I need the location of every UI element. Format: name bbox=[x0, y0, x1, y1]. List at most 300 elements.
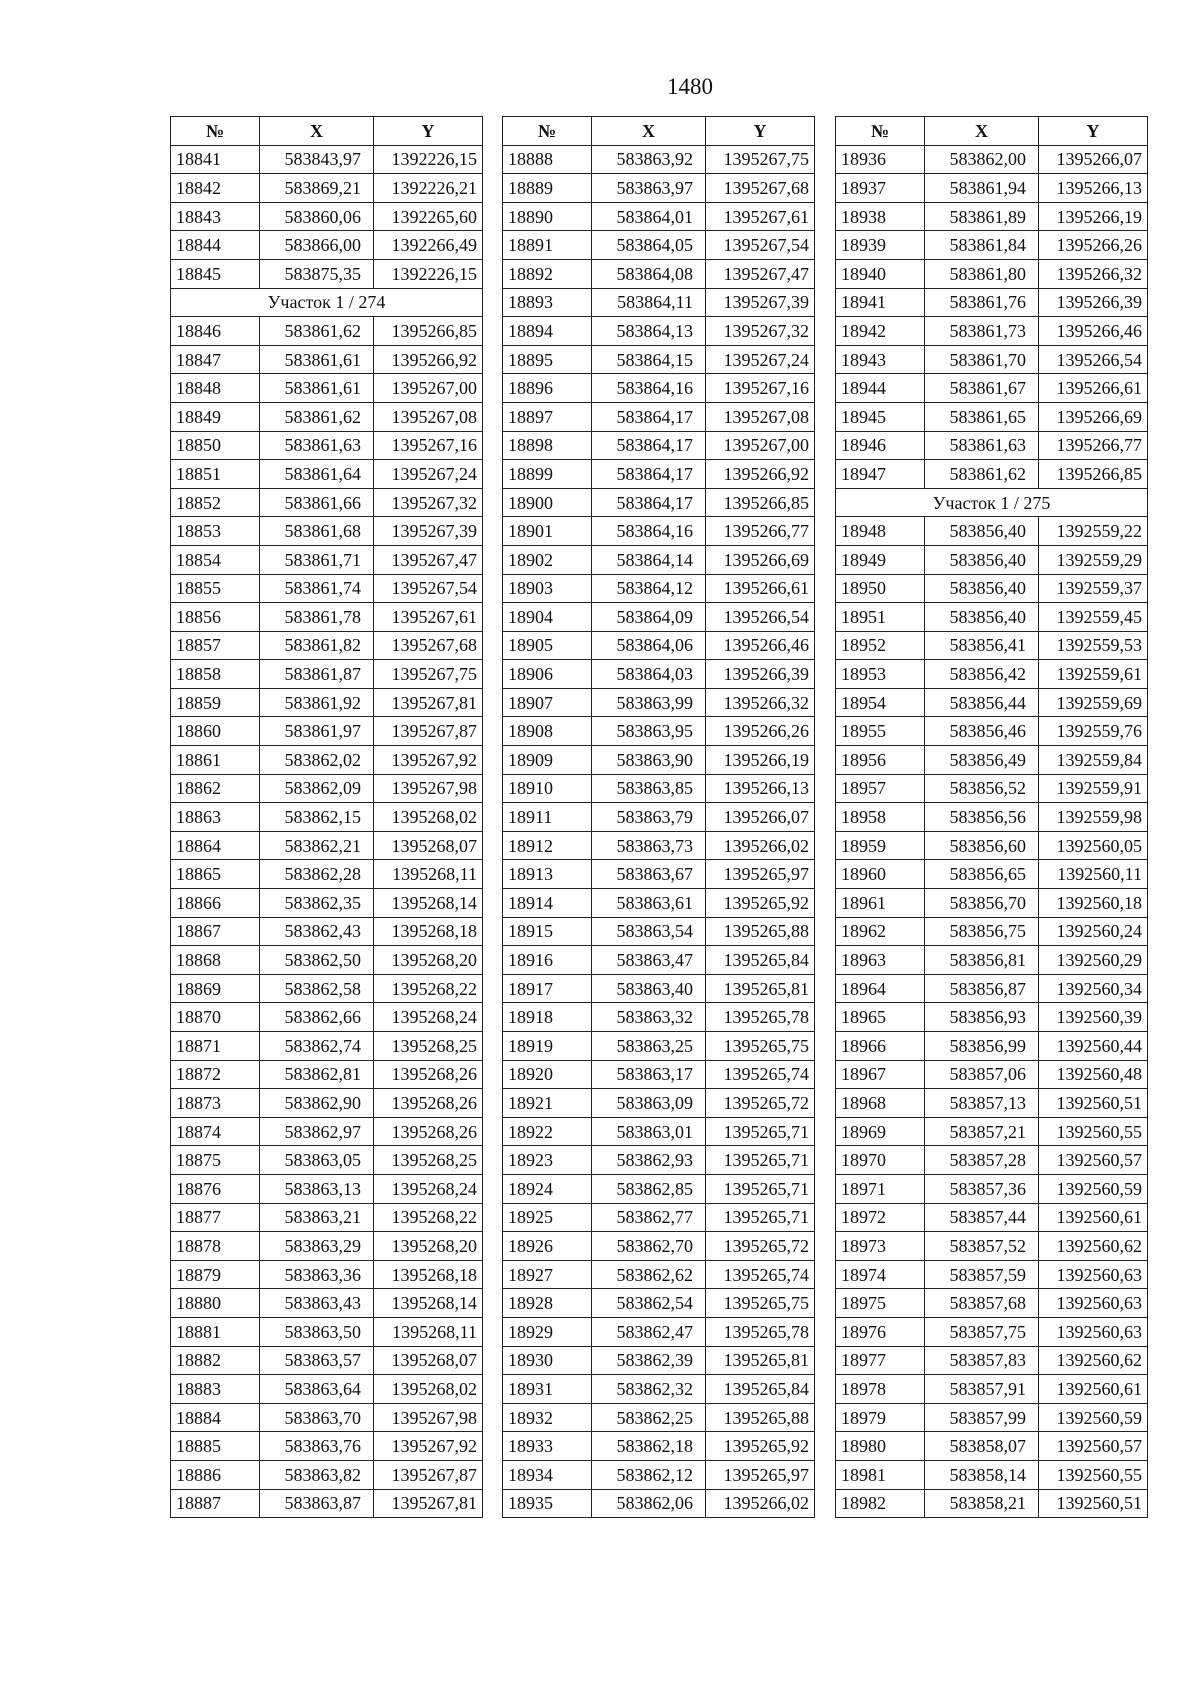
point-number: 18935 bbox=[503, 1489, 592, 1518]
x-coordinate: 583864,11 bbox=[592, 288, 706, 317]
point-number: 18869 bbox=[171, 974, 260, 1003]
point-number: 18919 bbox=[503, 1032, 592, 1061]
y-coordinate: 1395267,92 bbox=[374, 746, 483, 775]
x-coordinate: 583862,90 bbox=[260, 1089, 374, 1118]
y-coordinate: 1395266,92 bbox=[374, 345, 483, 374]
point-number: 18930 bbox=[503, 1346, 592, 1375]
table-row bbox=[503, 1460, 815, 1489]
y-coordinate: 1395268,14 bbox=[374, 1289, 483, 1318]
table-row bbox=[836, 631, 1148, 660]
point-number: 18890 bbox=[503, 202, 592, 231]
point-number: 18975 bbox=[836, 1289, 925, 1318]
table-row bbox=[836, 1375, 1148, 1404]
point-number: 18982 bbox=[836, 1489, 925, 1518]
y-coordinate: 1395268,25 bbox=[374, 1146, 483, 1175]
y-coordinate: 1395267,98 bbox=[374, 1403, 483, 1432]
point-number: 18887 bbox=[171, 1489, 260, 1518]
table-row bbox=[503, 1375, 815, 1404]
y-coordinate: 1395267,47 bbox=[374, 545, 483, 574]
table-row bbox=[503, 603, 815, 632]
point-number: 18873 bbox=[171, 1089, 260, 1118]
table-row bbox=[503, 1146, 815, 1175]
x-coordinate: 583861,66 bbox=[260, 488, 374, 517]
x-coordinate: 583863,92 bbox=[592, 145, 706, 174]
y-coordinate: 1395267,68 bbox=[374, 631, 483, 660]
y-coordinate: 1395267,54 bbox=[374, 574, 483, 603]
x-coordinate: 583864,17 bbox=[592, 460, 706, 489]
point-number: 18968 bbox=[836, 1089, 925, 1118]
x-coordinate: 583864,05 bbox=[592, 231, 706, 260]
point-number: 18847 bbox=[171, 345, 260, 374]
header-number: № bbox=[171, 117, 260, 146]
table-row bbox=[171, 717, 483, 746]
table-row bbox=[836, 717, 1148, 746]
header-y: Y bbox=[374, 117, 483, 146]
point-number: 18861 bbox=[171, 746, 260, 775]
table-row bbox=[836, 545, 1148, 574]
y-coordinate: 1395265,74 bbox=[706, 1260, 815, 1289]
point-number: 18907 bbox=[503, 688, 592, 717]
y-coordinate: 1392226,21 bbox=[374, 174, 483, 203]
point-number: 18961 bbox=[836, 889, 925, 918]
x-coordinate: 583863,67 bbox=[592, 860, 706, 889]
point-number: 18897 bbox=[503, 402, 592, 431]
x-coordinate: 583861,62 bbox=[260, 402, 374, 431]
x-coordinate: 583856,81 bbox=[925, 946, 1039, 975]
y-coordinate: 1395266,69 bbox=[1039, 402, 1148, 431]
table-row bbox=[503, 1489, 815, 1518]
y-coordinate: 1395266,85 bbox=[1039, 460, 1148, 489]
x-coordinate: 583862,06 bbox=[592, 1489, 706, 1518]
y-coordinate: 1395268,18 bbox=[374, 1260, 483, 1289]
section-row bbox=[171, 288, 483, 317]
table-row bbox=[836, 1460, 1148, 1489]
point-number: 18876 bbox=[171, 1174, 260, 1203]
x-coordinate: 583857,21 bbox=[925, 1117, 1039, 1146]
table-row bbox=[171, 1260, 483, 1289]
table-row bbox=[836, 374, 1148, 403]
y-coordinate: 1395265,92 bbox=[706, 1432, 815, 1461]
table-row bbox=[171, 1289, 483, 1318]
table-row bbox=[503, 374, 815, 403]
point-number: 18879 bbox=[171, 1260, 260, 1289]
point-number: 18859 bbox=[171, 688, 260, 717]
y-coordinate: 1392560,62 bbox=[1039, 1346, 1148, 1375]
x-coordinate: 583860,06 bbox=[260, 202, 374, 231]
point-number: 18939 bbox=[836, 231, 925, 260]
y-coordinate: 1395265,71 bbox=[706, 1117, 815, 1146]
section-row bbox=[836, 488, 1148, 517]
x-coordinate: 583856,49 bbox=[925, 746, 1039, 775]
x-coordinate: 583857,52 bbox=[925, 1232, 1039, 1261]
point-number: 18885 bbox=[171, 1432, 260, 1461]
x-coordinate: 583862,39 bbox=[592, 1346, 706, 1375]
point-number: 18906 bbox=[503, 660, 592, 689]
x-coordinate: 583862,18 bbox=[592, 1432, 706, 1461]
x-coordinate: 583861,94 bbox=[925, 174, 1039, 203]
y-coordinate: 1395268,20 bbox=[374, 1232, 483, 1261]
table-row bbox=[836, 803, 1148, 832]
x-coordinate: 583863,85 bbox=[592, 774, 706, 803]
point-number: 18863 bbox=[171, 803, 260, 832]
table-row bbox=[171, 460, 483, 489]
point-number: 18905 bbox=[503, 631, 592, 660]
table-row bbox=[836, 402, 1148, 431]
y-coordinate: 1395268,11 bbox=[374, 860, 483, 889]
table-row bbox=[171, 231, 483, 260]
point-number: 18979 bbox=[836, 1403, 925, 1432]
table-row bbox=[171, 603, 483, 632]
point-number: 18965 bbox=[836, 1003, 925, 1032]
x-coordinate: 583863,21 bbox=[260, 1203, 374, 1232]
y-coordinate: 1395267,54 bbox=[706, 231, 815, 260]
y-coordinate: 1395268,26 bbox=[374, 1089, 483, 1118]
y-coordinate: 1392559,61 bbox=[1039, 660, 1148, 689]
point-number: 18904 bbox=[503, 603, 592, 632]
x-coordinate: 583862,02 bbox=[260, 746, 374, 775]
table-row bbox=[836, 1489, 1148, 1518]
x-coordinate: 583861,87 bbox=[260, 660, 374, 689]
point-number: 18888 bbox=[503, 145, 592, 174]
y-coordinate: 1392226,15 bbox=[374, 259, 483, 288]
table-row bbox=[503, 317, 815, 346]
y-coordinate: 1395266,26 bbox=[1039, 231, 1148, 260]
point-number: 18868 bbox=[171, 946, 260, 975]
y-coordinate: 1392560,34 bbox=[1039, 974, 1148, 1003]
table-row bbox=[503, 145, 815, 174]
y-coordinate: 1392559,53 bbox=[1039, 631, 1148, 660]
x-coordinate: 583863,95 bbox=[592, 717, 706, 746]
x-coordinate: 583863,13 bbox=[260, 1174, 374, 1203]
y-coordinate: 1395268,02 bbox=[374, 1375, 483, 1404]
table-row bbox=[836, 1260, 1148, 1289]
point-number: 18889 bbox=[503, 174, 592, 203]
y-coordinate: 1392560,44 bbox=[1039, 1032, 1148, 1061]
y-coordinate: 1395266,32 bbox=[1039, 259, 1148, 288]
x-coordinate: 583856,46 bbox=[925, 717, 1039, 746]
section-label: Участок 1 / 275 bbox=[836, 488, 1148, 517]
point-number: 18928 bbox=[503, 1289, 592, 1318]
point-number: 18909 bbox=[503, 746, 592, 775]
table-row bbox=[836, 917, 1148, 946]
point-number: 18843 bbox=[171, 202, 260, 231]
x-coordinate: 583862,50 bbox=[260, 946, 374, 975]
point-number: 18870 bbox=[171, 1003, 260, 1032]
y-coordinate: 1395267,32 bbox=[706, 317, 815, 346]
y-coordinate: 1395266,13 bbox=[1039, 174, 1148, 203]
y-coordinate: 1395268,14 bbox=[374, 889, 483, 918]
y-coordinate: 1395267,47 bbox=[706, 259, 815, 288]
table-row bbox=[171, 374, 483, 403]
table-row bbox=[171, 974, 483, 1003]
point-number: 18957 bbox=[836, 774, 925, 803]
x-coordinate: 583862,74 bbox=[260, 1032, 374, 1061]
x-coordinate: 583864,03 bbox=[592, 660, 706, 689]
x-coordinate: 583856,99 bbox=[925, 1032, 1039, 1061]
point-number: 18916 bbox=[503, 946, 592, 975]
point-number: 18883 bbox=[171, 1375, 260, 1404]
x-coordinate: 583864,17 bbox=[592, 431, 706, 460]
table-row bbox=[171, 746, 483, 775]
x-coordinate: 583862,28 bbox=[260, 860, 374, 889]
x-coordinate: 583861,80 bbox=[925, 259, 1039, 288]
point-number: 18853 bbox=[171, 517, 260, 546]
table-row bbox=[836, 288, 1148, 317]
y-coordinate: 1395268,26 bbox=[374, 1060, 483, 1089]
y-coordinate: 1395266,13 bbox=[706, 774, 815, 803]
table-row bbox=[171, 1232, 483, 1261]
y-coordinate: 1392560,51 bbox=[1039, 1089, 1148, 1118]
table-row bbox=[836, 1203, 1148, 1232]
y-coordinate: 1392560,18 bbox=[1039, 889, 1148, 918]
table-header-row bbox=[503, 117, 815, 146]
point-number: 18882 bbox=[171, 1346, 260, 1375]
y-coordinate: 1395265,71 bbox=[706, 1146, 815, 1175]
point-number: 18959 bbox=[836, 831, 925, 860]
point-number: 18976 bbox=[836, 1317, 925, 1346]
x-coordinate: 583857,44 bbox=[925, 1203, 1039, 1232]
point-number: 18878 bbox=[171, 1232, 260, 1261]
point-number: 18952 bbox=[836, 631, 925, 660]
x-coordinate: 583861,78 bbox=[260, 603, 374, 632]
x-coordinate: 583863,79 bbox=[592, 803, 706, 832]
point-number: 18845 bbox=[171, 259, 260, 288]
y-coordinate: 1395268,25 bbox=[374, 1032, 483, 1061]
x-coordinate: 583864,01 bbox=[592, 202, 706, 231]
point-number: 18864 bbox=[171, 831, 260, 860]
point-number: 18970 bbox=[836, 1146, 925, 1175]
x-coordinate: 583864,16 bbox=[592, 517, 706, 546]
y-coordinate: 1395266,19 bbox=[706, 746, 815, 775]
point-number: 18903 bbox=[503, 574, 592, 603]
table-row bbox=[503, 1174, 815, 1203]
table-row bbox=[836, 889, 1148, 918]
x-coordinate: 583861,62 bbox=[925, 460, 1039, 489]
y-coordinate: 1392559,91 bbox=[1039, 774, 1148, 803]
x-coordinate: 583856,40 bbox=[925, 545, 1039, 574]
header-number: № bbox=[503, 117, 592, 146]
x-coordinate: 583863,40 bbox=[592, 974, 706, 1003]
x-coordinate: 583863,87 bbox=[260, 1489, 374, 1518]
x-coordinate: 583861,67 bbox=[925, 374, 1039, 403]
point-number: 18896 bbox=[503, 374, 592, 403]
point-number: 18871 bbox=[171, 1032, 260, 1061]
table-row bbox=[171, 774, 483, 803]
x-coordinate: 583863,90 bbox=[592, 746, 706, 775]
y-coordinate: 1395267,92 bbox=[374, 1432, 483, 1461]
table-row bbox=[836, 202, 1148, 231]
y-coordinate: 1395267,24 bbox=[706, 345, 815, 374]
y-coordinate: 1395267,39 bbox=[374, 517, 483, 546]
table-row bbox=[836, 259, 1148, 288]
y-coordinate: 1395268,11 bbox=[374, 1317, 483, 1346]
x-coordinate: 583856,40 bbox=[925, 603, 1039, 632]
point-number: 18923 bbox=[503, 1146, 592, 1175]
x-coordinate: 583863,05 bbox=[260, 1146, 374, 1175]
table-row bbox=[836, 946, 1148, 975]
table-row bbox=[503, 774, 815, 803]
point-number: 18951 bbox=[836, 603, 925, 632]
y-coordinate: 1395266,39 bbox=[706, 660, 815, 689]
table-row bbox=[171, 1203, 483, 1232]
y-coordinate: 1395267,87 bbox=[374, 1460, 483, 1489]
y-coordinate: 1392559,84 bbox=[1039, 746, 1148, 775]
y-coordinate: 1392560,59 bbox=[1039, 1174, 1148, 1203]
table-row bbox=[836, 774, 1148, 803]
table-row bbox=[171, 1317, 483, 1346]
point-number: 18962 bbox=[836, 917, 925, 946]
point-number: 18874 bbox=[171, 1117, 260, 1146]
y-coordinate: 1395266,54 bbox=[706, 603, 815, 632]
table-row bbox=[503, 1060, 815, 1089]
table-row bbox=[171, 631, 483, 660]
point-number: 18977 bbox=[836, 1346, 925, 1375]
table-row bbox=[171, 1117, 483, 1146]
x-coordinate: 583863,73 bbox=[592, 831, 706, 860]
y-coordinate: 1392559,37 bbox=[1039, 574, 1148, 603]
x-coordinate: 583862,66 bbox=[260, 1003, 374, 1032]
y-coordinate: 1392560,57 bbox=[1039, 1146, 1148, 1175]
x-coordinate: 583861,70 bbox=[925, 345, 1039, 374]
y-coordinate: 1395265,72 bbox=[706, 1089, 815, 1118]
x-coordinate: 583864,17 bbox=[592, 402, 706, 431]
point-number: 18872 bbox=[171, 1060, 260, 1089]
table-row bbox=[503, 202, 815, 231]
x-coordinate: 583861,61 bbox=[260, 374, 374, 403]
point-number: 18898 bbox=[503, 431, 592, 460]
point-number: 18943 bbox=[836, 345, 925, 374]
x-coordinate: 583857,91 bbox=[925, 1375, 1039, 1404]
x-coordinate: 583863,99 bbox=[592, 688, 706, 717]
y-coordinate: 1395267,98 bbox=[374, 774, 483, 803]
x-coordinate: 583862,77 bbox=[592, 1203, 706, 1232]
y-coordinate: 1392559,22 bbox=[1039, 517, 1148, 546]
x-coordinate: 583866,00 bbox=[260, 231, 374, 260]
table-row bbox=[836, 460, 1148, 489]
point-number: 18936 bbox=[836, 145, 925, 174]
y-coordinate: 1395265,97 bbox=[706, 1460, 815, 1489]
point-number: 18953 bbox=[836, 660, 925, 689]
y-coordinate: 1395267,81 bbox=[374, 1489, 483, 1518]
y-coordinate: 1395266,85 bbox=[374, 317, 483, 346]
y-coordinate: 1392265,60 bbox=[374, 202, 483, 231]
table-row bbox=[836, 1089, 1148, 1118]
table-row bbox=[171, 1146, 483, 1175]
x-coordinate: 583861,76 bbox=[925, 288, 1039, 317]
table-row bbox=[171, 1174, 483, 1203]
y-coordinate: 1392559,76 bbox=[1039, 717, 1148, 746]
point-number: 18963 bbox=[836, 946, 925, 975]
table-row bbox=[836, 1232, 1148, 1261]
table-row bbox=[503, 1117, 815, 1146]
y-coordinate: 1395267,08 bbox=[374, 402, 483, 431]
table-row bbox=[171, 660, 483, 689]
point-number: 18849 bbox=[171, 402, 260, 431]
y-coordinate: 1392560,39 bbox=[1039, 1003, 1148, 1032]
y-coordinate: 1395265,78 bbox=[706, 1317, 815, 1346]
x-coordinate: 583856,75 bbox=[925, 917, 1039, 946]
point-number: 18932 bbox=[503, 1403, 592, 1432]
y-coordinate: 1395265,92 bbox=[706, 889, 815, 918]
table-row bbox=[503, 1032, 815, 1061]
point-number: 18911 bbox=[503, 803, 592, 832]
point-number: 18851 bbox=[171, 460, 260, 489]
y-coordinate: 1395266,02 bbox=[706, 831, 815, 860]
y-coordinate: 1395267,75 bbox=[706, 145, 815, 174]
table-row bbox=[503, 1003, 815, 1032]
y-coordinate: 1395266,26 bbox=[706, 717, 815, 746]
table-row bbox=[503, 1317, 815, 1346]
y-coordinate: 1392559,69 bbox=[1039, 688, 1148, 717]
table-row bbox=[836, 831, 1148, 860]
table-row bbox=[503, 431, 815, 460]
table-row bbox=[171, 889, 483, 918]
table-row bbox=[171, 860, 483, 889]
x-coordinate: 583862,00 bbox=[925, 145, 1039, 174]
table-row bbox=[503, 717, 815, 746]
y-coordinate: 1395267,68 bbox=[706, 174, 815, 203]
y-coordinate: 1395268,24 bbox=[374, 1174, 483, 1203]
table-row bbox=[171, 259, 483, 288]
table-row bbox=[171, 946, 483, 975]
y-coordinate: 1395267,00 bbox=[374, 374, 483, 403]
table-row bbox=[503, 803, 815, 832]
y-coordinate: 1395267,61 bbox=[374, 603, 483, 632]
x-coordinate: 583861,64 bbox=[260, 460, 374, 489]
table-row bbox=[171, 174, 483, 203]
y-coordinate: 1392560,61 bbox=[1039, 1375, 1148, 1404]
x-coordinate: 583861,82 bbox=[260, 631, 374, 660]
x-coordinate: 583863,25 bbox=[592, 1032, 706, 1061]
y-coordinate: 1395266,46 bbox=[1039, 317, 1148, 346]
x-coordinate: 583863,64 bbox=[260, 1375, 374, 1404]
x-coordinate: 583856,42 bbox=[925, 660, 1039, 689]
table-row bbox=[171, 1346, 483, 1375]
y-coordinate: 1395266,61 bbox=[706, 574, 815, 603]
table-row bbox=[503, 746, 815, 775]
y-coordinate: 1395267,61 bbox=[706, 202, 815, 231]
point-number: 18848 bbox=[171, 374, 260, 403]
table-row bbox=[836, 174, 1148, 203]
point-number: 18917 bbox=[503, 974, 592, 1003]
point-number: 18949 bbox=[836, 545, 925, 574]
point-number: 18958 bbox=[836, 803, 925, 832]
point-number: 18860 bbox=[171, 717, 260, 746]
y-coordinate: 1395266,07 bbox=[706, 803, 815, 832]
table-row bbox=[836, 231, 1148, 260]
x-coordinate: 583862,70 bbox=[592, 1232, 706, 1261]
x-coordinate: 583864,08 bbox=[592, 259, 706, 288]
x-coordinate: 583863,01 bbox=[592, 1117, 706, 1146]
x-coordinate: 583862,09 bbox=[260, 774, 374, 803]
table-row bbox=[503, 1089, 815, 1118]
table-row bbox=[171, 1403, 483, 1432]
table-row bbox=[171, 545, 483, 574]
y-coordinate: 1395267,81 bbox=[374, 688, 483, 717]
point-number: 18902 bbox=[503, 545, 592, 574]
table-row bbox=[503, 860, 815, 889]
table-row bbox=[171, 345, 483, 374]
point-number: 18937 bbox=[836, 174, 925, 203]
point-number: 18881 bbox=[171, 1317, 260, 1346]
y-coordinate: 1392559,45 bbox=[1039, 603, 1148, 632]
point-number: 18934 bbox=[503, 1460, 592, 1489]
x-coordinate: 583861,65 bbox=[925, 402, 1039, 431]
point-number: 18854 bbox=[171, 545, 260, 574]
y-coordinate: 1395265,84 bbox=[706, 946, 815, 975]
table-row bbox=[503, 1260, 815, 1289]
y-coordinate: 1395266,07 bbox=[1039, 145, 1148, 174]
